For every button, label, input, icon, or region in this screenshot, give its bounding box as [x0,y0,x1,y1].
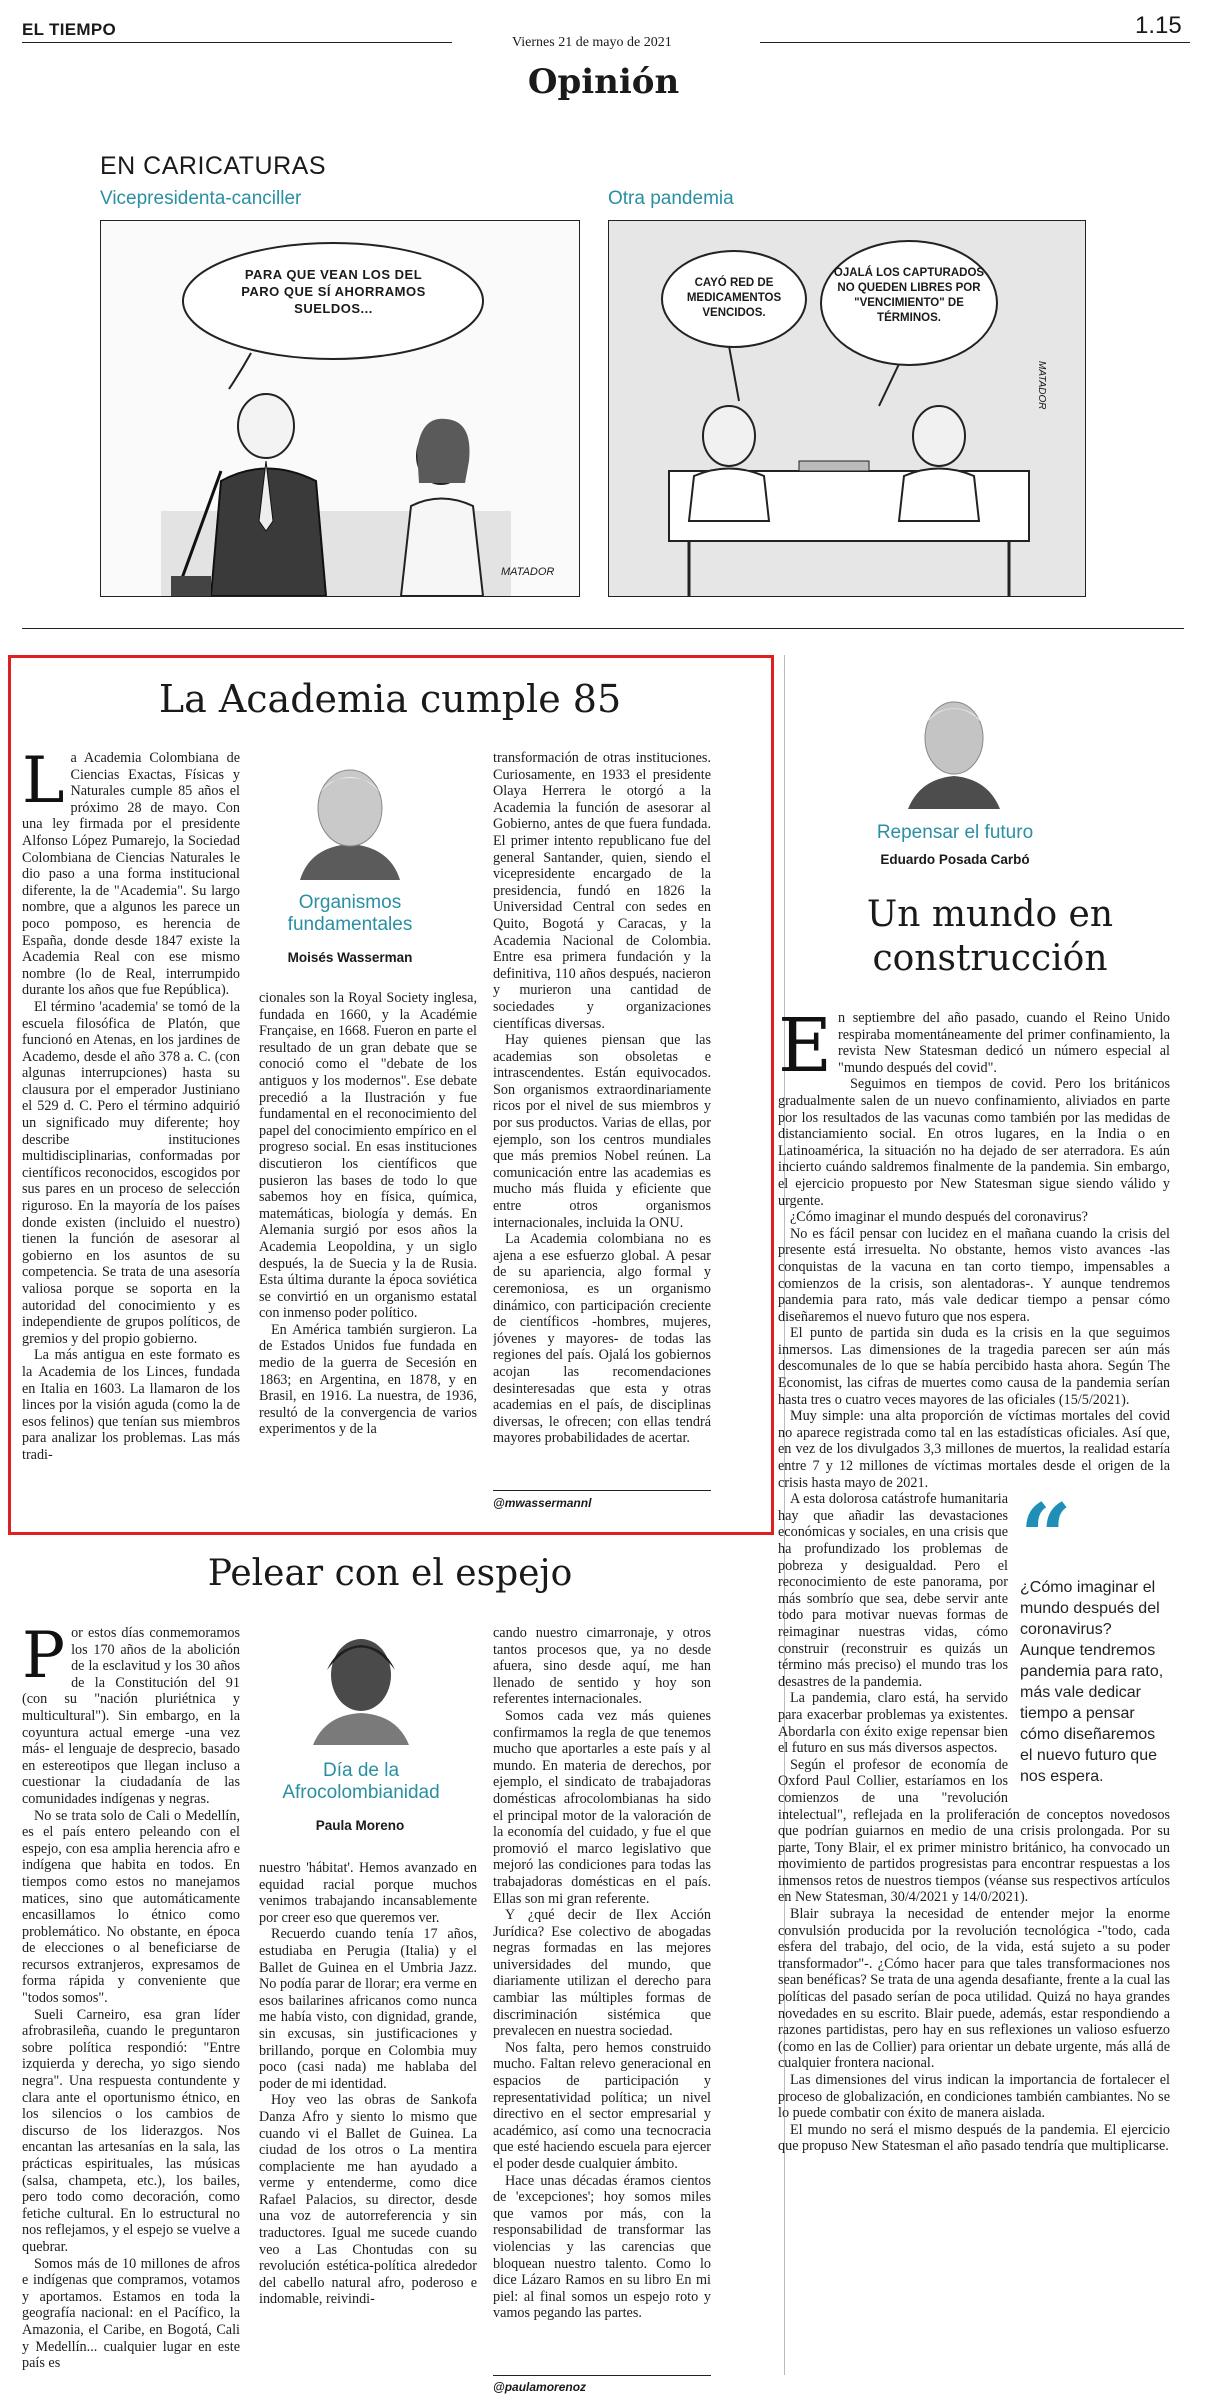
espejo-para: Recuerdo cuando tenía 17 años, estudiaba en Perugia (Italia) y el Ballet de Guinea en el Umbria Jazz. No podía parar de llorar; era verme en esos bailarines africanos como nunca me había visto, con dignidad, grande, sin excusas, sin justificaciones y brillando, porque en Colombia muy poco (casi nada) me hablaba del poder de mi identidad. [259,1926,477,2092]
espejo-para: nuestro 'hábitat'. Hemos avanzado en equidad racial porque muchos venimos trabajando incansablemente por creer eso que queremos ver. [259,1860,477,1926]
academia-para: La Academia colombiana no es ajena a ese esfuerzo global. A pesar de su apariencia, algo formal y ceremoniosa, es un organismo dinámico, con participación creciente de científicos -hombres, mujeres, jóvenes y mayores- de todas las regiones del país. Ojalá los gobiernos acojan las recomendaciones desinteresadas que esta y otras academias en el país, de disciplinas diversas, le ofrecen; con ellas tendrá mayores probabilidades de acertar. [493,1231,711,1447]
academia-para: Hay quienes piensan que las academias son obsoletas e intrascendentes. Están equivocados. Son organismos extraordinariamente ricos por el nivel de sus miembros y por sus productos. Varias de ellas, por ejemplo, son los centros mundiales que más premios Nobel reúnen. La comunicación entre las academias es mucho más fluida y eficiente que entre otros organismos internacionales, incluida la ONU. [493,1032,711,1231]
mundo-para: Blair subraya la necesidad de entender mejor la enorme convulsión producida por la revolución tecnológica -"todo, cada esfera del trabajo, del ocio, de la vida, está sujeto a su poder transformador"-. ¿Cómo hacer para que tales transformaciones nos sean benéficas? Se trata de una agenda desafiante, frente a la cual las políticas del pasado serían de poca utilidad. Quizá no haya grandes novedades en su escrito. Blair puede, además, estar respondiendo a razones partidistas, pero hay en sus reflexiones un valioso esfuerzo (como en las de Collier) para orientar un debate urgente, más allá de cualquier frontera nacional. [778,1906,1170,2072]
espejo-para: Nos falta, pero hemos construido mucho. Faltan relevo generacional en espacios de participación y representatividad política; un nivel directivo en el sector empresarial y académico, así como una tecnocracia que esté haciendo escuela para ejercer el poder desde cualquier ámbito. [493,2039,711,2172]
academia-col-2 [259,990,477,1520]
espejo-para: No se trata solo de Cali o Medellín, es el país entero peleando con el espejo, con esa amplia herencia afro e indígena que habita en todos. En tiempos como estos no manejamos matices, sino que automáticamente encasillamos lo étnico como problemático. No obstante, en época de elecciones o al beneficiarse de recursos extranjeros, expresamos de forma rápida y conveniente que "todos somos". [22,1807,240,2007]
mundo-body [778,1010,1170,2380]
mundo-pullquote-box [1020,1484,1170,1787]
academia-portrait-svg [290,752,410,880]
caricaturas-heading: EN CARICATURAS [100,152,327,180]
espejo-para: Hace unas décadas éramos cientos de 'excepciones'; hoy somos miles que vamos por más, con la responsabilidad de transformar las violencias y las carencias que bloquean nuestro talento. Como lo dice Lázaro Ramos en su libro En mi piel: al final somos un espejo roto y vamos pegando las partes. [493,2172,711,2322]
academia-handle-rule [493,1490,711,1491]
academia-col-3 [493,750,711,1470]
academia-dropcap: L [22,750,65,818]
cartoon-right-bubble-left: CAYÓ RED DE MEDICAMENTOS VENCIDOS. [686,277,782,319]
paper-name: EL TIEMPO [22,20,117,39]
mundo-para: El punto de partida sin duda es la crisis en la que seguimos inmersos. Las dimensiones de la tragedia parecen ser aún más descomunales de lo que se había percibido hasta ahora. Según The Economist, las cifras de muertes como causa de la pandemia serían hasta tres o cuatro veces mayores de las oficiales (15/5/2021). [778,1325,1170,1408]
mundo-portrait-svg [902,683,1006,809]
mundo-para: n septiembre del año pasado, cuando el Reino Unido respiraba momentáneamente del primer confinamiento, la revista New Statesman dedicó un número especial al "mundo después del covid". [838,1010,1170,1076]
mundo-para: A esta dolorosa catástrofe humanitaria hay que añadir las devastaciones económicas y sociales, en una crisis que ha profundizado los problemas de pobreza y desigualdad. Pero el reconocimiento de este panorama, por más sombrío que sea, debe servir ante todo para motivar nuevas formas de reimaginar nuestras vidas, cómo construir (reconstruir es quizás un término más preciso) el mundo tras los desastres de la pandemia. [778,1491,1008,1690]
mundo-para: Según el profesor de economía de Oxford Paul Collier, estaríamos en los comienzos de una "revolución intelectual", reflejada en la proliferación de conceptos novedosos que podrían guiarnos en medio de una crisis prolongada. Por su parte, Tony Blair, el ex primer ministro británico, ha convocado un movimiento de partidos progresistas para encontrar respuestas a los inmensos retos de nuestros tiempos (véanse sus respectivos artículos en New Statesman, 30/4/2021 y 14/0/2021). [778,1756,1170,1906]
academia-headline: La Academia cumple 85 [158,677,622,721]
academia-para: El término 'academia' se tomó de la escuela filosófica de Platón, que funcionó en Atenas, en los jardines de Academo, desde el año 378 a. C. (con algunas interrupciones) hasta su clausura por el emperador Justiniano el 529 d. C. Pero el término adquirió un significado muy diferente; hoy describe instituciones multidisciplinarias, conformadas por científicos reconocidos, escogidos por sus pares en un proceso de selección riguroso. En la mayoría de los países donde existen (incluido el nuestro) tienen la función de asesorar al gobierno en los asuntos de su competencia. Se trata de una asesoría valiosa porque se soporta en la autoridad del conocimiento y es independiente de grupos políticos, de gremios y del propio gobierno. [22,998,240,1347]
espejo-col-1 [22,1625,240,2385]
masthead-rule-right [760,42,1190,43]
issue-date [512,35,672,51]
academia-author: Moisés Wasserman [287,950,413,965]
cartoon-left-title: Vicepresidenta-canciller [100,188,302,209]
mundo-para: Seguimos en tiempos de covid. Pero los británicos gradualmente salen de un nuevo confinamiento, aliviados en parte por los resultados de las vacunas como también por las medidas de distanciamiento social. En otros lugares, en la India o en Latinoamérica, la situación no ha dejado de ser aterradora. Es aún incierto cuándo saldremos finalmente de la pandemia. Sin embargo, el ejercicio propuesto por New Statesman sigue siendo válido y urgente. [778,1076,1170,1209]
mundo-para: El mundo no será el mismo después de la pandemia. El ejercicio que propuso New Statesman el año pasado tendría que multiplicarse. [778,2121,1170,2155]
academia-handle[interactable]: @mwassermannl [493,1496,592,1510]
academia-para: a Academia Colombiana de Ciencias Exactas, Físicas y Naturales cumple 85 años el próximo 28 de mayo. Con una ley firmada por el presidente Alfonso López Pumarejo, la Sociedad Colombiana de Ciencias Naturales le dio paso a una forma institucional diferente, la de "Academia". Su largo nombre, que a algunos les parece un poco pomposo, es herencia de España, donde desde 1847 existe la Academia Real con ese mismo nombre (lo de Real, interrumpido durante los años que fue República). [22,750,240,999]
academia-para: En América también surgieron. La de Estados Unidos fue fundada en medio de la guerra de Secesión en 1863; en Argentina, en 1878, y en Brasil, en 1916. La nuestra, de 1936, resultó de la convergencia de varios experimentos y de la [259,1321,477,1438]
mundo-para: ¿Cómo imaginar el mundo después del coronavirus? [790,1209,1088,1226]
mundo-author: Eduardo Posada Carbó [880,852,1030,867]
espejo-para: Somos cada vez más quienes confirmamos la regla de que tenemos mucho que aportarles a este país y al mundo. En materia de derechos, por ejemplo, el sindicato de trabajadoras domésticas afrocolombianas ha sido el principal motor de la valoración de la economía del cuidado, y fue el que promovió el marco legislativo que mejoró las condiciones para todas las trabajadoras domésticas en el país. Ellas son mi gran referente. [493,1707,711,1907]
cartoon-right-bubble-right: OJALÁ LOS CAPTURADOS NO QUEDEN LIBRES POR "VENCIMIENTO" DE TÉRMINOS. [833,267,985,324]
espejo-handle-rule [493,2375,711,2376]
espejo-portrait-svg [305,1625,417,1745]
mundo-headline: Un mundo en construcción [866,894,1114,979]
cartoon-left-bubble-text: PARA QUE VEAN LOS DEL PARO QUE SÍ AHORRAMOS SUELDOS... [241,267,426,316]
mundo-author-photo [902,683,1006,809]
espejo-para: Somos más de 10 millones de afros e indígenas que compramos, votamos y aportamos. Estamos en toda la geografía nacional: en el Pacífico, la Amazonia, el Caribe, en Bogotá, Cali y Medellín... cualquier lugar en este país es [22,2255,240,2372]
mundo-para: No es fácil pensar con lucidez en el mañana cuando la crisis del presente está irresuelta. No obstante, hemos visto avances -las conquistas de la vacuna en tan corto tiempo, impensables a comienzos de la crisis, son alentadoras-. Y aunque tendremos pandemia para rato, más vale dedicar tiempo a pensar cómo diseñaremos el nuevo futuro que nos espera. [778,1225,1170,1325]
academia-author-photo [290,752,410,880]
espejo-para: Hoy veo las obras de Sankofa Danza Afro y siento lo mismo que cuando vi el Ballet de Guinea. La ciudad de los otros o La mentira complaciente me han ayudado a verme y entenderme, como dice Rafael Palacios, su director, desde una voz de autorreferencia y sin traductores. Igual me sucede cuando veo a Las Chontudas con su revolución estética-política alrededor del cabello natural afro, poderoso e indomable, reivindi- [259,2092,477,2308]
espejo-handle[interactable]: @paulamorenoz [493,2380,587,2394]
cartoon-right [608,220,1086,597]
espejo-para: or estos días conmemoramos los 170 años de la abolición de la esclavitud y los 30 años de la Constitución del 91 (con su "nación pluriétnica y multicultural"). Sin embargo, en la coyuntura actual emerge -una vez más- el lenguaje de desprecio, basado en estereotipos que llegan incluso a cuestionar la ciudadanía de las comunidades indígenas y negras. [22,1625,240,1807]
academia-para: transformación de otras instituciones. Curiosamente, en 1933 el presidente Olaya Herrera le otorgó a la Academia la función de asesorar al Gobierno, antes de que fuera fundada. El primer intento republicano fue del general Santander, quien, siendo el vicepresidente encargado de la presidencia, fundó en 1826 la Universidad Central con sedes en Quito, Bogotá y Caracas, y la Academia Nacional de Colombia. Entre esa primera fundación y la definitiva, 110 años después, nacieron y murieron una cantidad de sociedades y organizaciones científicas diversas. [493,750,711,1032]
espejo-col-2 [259,1860,477,2385]
academia-para: cionales son la Royal Society inglesa, fundada en 1660, y la Académie Française, en 1668. Fueron en parte el resultado de un gran debate que se conoció como el "debate de los antiguos y los modernos". Ese debate precedió a la Ilustración y fue fundamental en el reconocimiento del papel del conocimiento empírico en el progreso social. En esas instituciones discutieron los científicos que pusieron las bases de todo lo que sabemos hoy en física, química, matemáticas, biología y demás. En Alemania surgió por esos años la Academia Leopoldina, y un siglo después, la de Suecia y la de Rusia. Esta última durante la época soviética se convirtió en un organismo estatal con inmenso poder político. [259,990,477,1322]
cartoon-right-title: Otra pandemia [608,188,734,209]
mundo-pullquote: ¿Cómo imaginar el mundo después del coronavirus? Aunque tendremos pandemia para rato, más vale dedicar tiempo a pensar cómo diseñaremos el nuevo futuro que nos espera. [1020,1579,1164,1786]
academia-col-1 [22,750,240,1520]
espejo-col-3 [493,1625,711,2370]
espejo-column-name: Día de la Afrocolombianidad [282,1760,440,1803]
espejo-headline: Pelear con el espejo [207,1553,573,1594]
espejo-para: cando nuestro cimarronaje, y otros tantos procesos que, ya no desde afuera, sino desde aquí, me han llenado de sentido y hoy son referentes internacionales. [493,1625,711,1708]
cartoon-left-signature: MATADOR [501,566,555,578]
cartoon-right-signature: MATADOR [1036,361,1047,410]
mundo-column-name: Repensar el futuro [876,822,1034,843]
issue-date-text: Viernes 21 de mayo de 2021 [512,35,672,50]
espejo-para: Sueli Carneiro, esa gran líder afrobrasileña, cuando le preguntaron sobre política respondió: "Entre izquierda y derecha, yo sigo siendo negra". Una respuesta contundente y clara ante el oportunismo étnico, en los silencios o los cambios de discurso de los liderazgos. Nos encantan las artesanías en la sala, las prácticas espirituales, las músicas (salsa, champeta, etc.), los bailes, pero todo como decoración, como fetiche cultural. En lo estructural no nos reflejamos, y el espejo se vuelve a quebrar. [22,2006,240,2255]
quote-icon: “ [1020,1484,1072,1591]
masthead-rule-left [22,42,452,43]
cartoon-left [100,220,580,597]
academia-column-name: Organismos fundamentales [287,892,413,935]
page-number: 1.15 [1135,12,1182,39]
espejo-author-photo [305,1625,417,1745]
mundo-dropcap: E [778,1010,833,1089]
espejo-author: Paula Moreno [315,1818,405,1833]
espejo-para: Y ¿qué decir de Ilex Acción Jurídica? Ese colectivo de abogadas negras formadas en las mejores universidades del mundo, que diariamente utilizan el derecho para cambiar las múltiples formas de discriminación sistémica que prevalecen en nuestra sociedad. [493,1907,711,2040]
espejo-dropcap: P [22,1625,66,1693]
caricaturas-bottom-rule [22,628,1184,629]
section-title: Opinión [527,62,680,102]
academia-para: La más antigua en este formato es la Academia de los Linces, fundada en Italia en 1603. La llamaron de los linces por la visión aguda (como la de esos felinos) que tenían sus miembros para analizar los problemas. Las más tradi- [22,1347,240,1463]
mundo-para: Las dimensiones del virus indican la importancia de fortalecer el proceso de globalización, en condiciones también cambiantes. No se lo puede combatir con éxito de manera aislada. [778,2072,1170,2122]
mundo-para: La pandemia, claro está, ha servido para exacerbar problemas ya existentes. Abordarla con éxito exige repensar bien el futuro en sus más diversos aspectos. [778,1690,1008,1757]
mundo-para: Muy simple: una alta proporción de víctimas mortales del covid no aparece registrada como tal en las estadísticas oficiales. Así que, en vez de los divulgados 3,3 millones de muertos, la realidad estaría entre 7 y 12 millones de víctimas mortales desde el origen de la crisis hasta mayo de 2021. [778,1408,1170,1491]
